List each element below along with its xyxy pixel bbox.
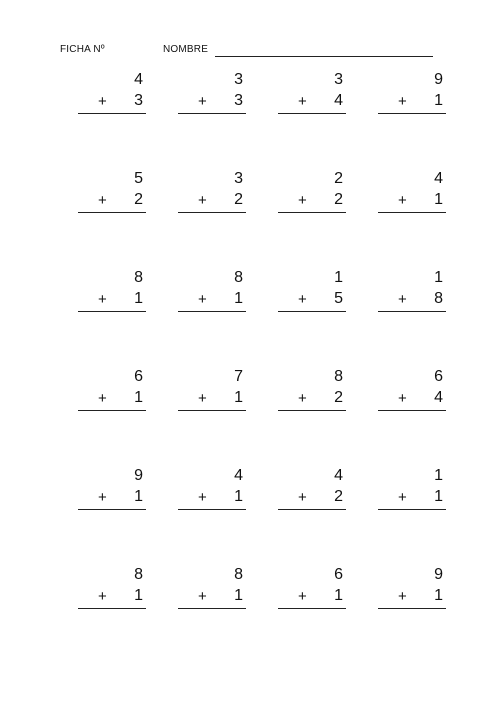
top-addend: 5 — [134, 170, 143, 187]
top-addend: 2 — [334, 170, 343, 187]
answer-line[interactable] — [378, 509, 446, 510]
answer-line[interactable] — [378, 113, 446, 114]
addition-problem — [278, 169, 346, 213]
addition-problem — [178, 70, 246, 114]
plus-sign: + — [98, 489, 107, 506]
plus-sign: + — [198, 93, 207, 110]
addition-problem — [278, 367, 346, 411]
top-addend: 7 — [234, 368, 243, 385]
bottom-addend: 1 — [434, 92, 443, 109]
plus-sign: + — [398, 291, 407, 308]
bottom-addend: 8 — [434, 290, 443, 307]
addition-problem — [178, 169, 246, 213]
addition-problem — [278, 466, 346, 510]
answer-line[interactable] — [278, 608, 346, 609]
addition-problem — [378, 466, 446, 510]
bottom-addend: 1 — [234, 290, 243, 307]
answer-line[interactable] — [178, 113, 246, 114]
bottom-addend: 1 — [434, 587, 443, 604]
plus-sign: + — [198, 291, 207, 308]
bottom-addend: 1 — [234, 488, 243, 505]
plus-sign: + — [198, 390, 207, 407]
top-addend: 9 — [434, 566, 443, 583]
top-addend: 4 — [334, 467, 343, 484]
addition-problem — [78, 466, 146, 510]
addition-problem — [78, 367, 146, 411]
addition-problem — [78, 565, 146, 609]
addition-problem — [378, 169, 446, 213]
plus-sign: + — [298, 390, 307, 407]
top-addend: 8 — [334, 368, 343, 385]
answer-line[interactable] — [178, 509, 246, 510]
top-addend: 4 — [434, 170, 443, 187]
plus-sign: + — [298, 192, 307, 209]
plus-sign: + — [98, 291, 107, 308]
plus-sign: + — [398, 93, 407, 110]
answer-line[interactable] — [378, 410, 446, 411]
answer-line[interactable] — [278, 113, 346, 114]
worksheet-header — [0, 44, 500, 62]
answer-line[interactable] — [78, 311, 146, 312]
plus-sign: + — [298, 291, 307, 308]
bottom-addend: 1 — [434, 191, 443, 208]
addition-problem — [378, 70, 446, 114]
nombre-underline — [215, 56, 433, 57]
bottom-addend: 2 — [334, 389, 343, 406]
bottom-addend: 3 — [134, 92, 143, 109]
addition-problem — [178, 565, 246, 609]
bottom-addend: 5 — [334, 290, 343, 307]
top-addend: 4 — [234, 467, 243, 484]
plus-sign: + — [198, 588, 207, 605]
addition-problem — [78, 169, 146, 213]
addition-problem — [78, 268, 146, 312]
top-addend: 3 — [334, 71, 343, 88]
addition-problem — [178, 268, 246, 312]
bottom-addend: 1 — [334, 587, 343, 604]
answer-line[interactable] — [378, 608, 446, 609]
answer-line[interactable] — [78, 509, 146, 510]
addition-problem — [278, 70, 346, 114]
addition-problem — [278, 268, 346, 312]
addition-problem — [378, 565, 446, 609]
bottom-addend: 2 — [134, 191, 143, 208]
answer-line[interactable] — [178, 212, 246, 213]
top-addend: 6 — [434, 368, 443, 385]
top-addend: 9 — [134, 467, 143, 484]
bottom-addend: 1 — [434, 488, 443, 505]
plus-sign: + — [298, 93, 307, 110]
addition-problem — [78, 70, 146, 114]
addition-problem — [178, 466, 246, 510]
answer-line[interactable] — [178, 311, 246, 312]
answer-line[interactable] — [278, 410, 346, 411]
plus-sign: + — [198, 489, 207, 506]
plus-sign: + — [298, 588, 307, 605]
nombre-label: NOMBRE — [163, 44, 209, 55]
plus-sign: + — [298, 489, 307, 506]
answer-line[interactable] — [78, 410, 146, 411]
bottom-addend: 1 — [234, 389, 243, 406]
answer-line[interactable] — [278, 311, 346, 312]
top-addend: 8 — [134, 566, 143, 583]
top-addend: 4 — [134, 71, 143, 88]
plus-sign: + — [398, 588, 407, 605]
answer-line[interactable] — [78, 113, 146, 114]
plus-sign: + — [398, 489, 407, 506]
ficha-label: FICHA Nº — [60, 44, 105, 55]
top-addend: 1 — [434, 467, 443, 484]
answer-line[interactable] — [178, 410, 246, 411]
addition-problem — [378, 268, 446, 312]
bottom-addend: 2 — [334, 488, 343, 505]
top-addend: 8 — [134, 269, 143, 286]
addition-problem — [378, 367, 446, 411]
plus-sign: + — [98, 93, 107, 110]
bottom-addend: 4 — [334, 92, 343, 109]
plus-sign: + — [198, 192, 207, 209]
top-addend: 3 — [234, 170, 243, 187]
top-addend: 8 — [234, 269, 243, 286]
bottom-addend: 1 — [134, 290, 143, 307]
addition-problem — [178, 367, 246, 411]
top-addend: 6 — [134, 368, 143, 385]
top-addend: 8 — [234, 566, 243, 583]
plus-sign: + — [98, 192, 107, 209]
answer-line[interactable] — [178, 608, 246, 609]
bottom-addend: 2 — [234, 191, 243, 208]
answer-line[interactable] — [278, 212, 346, 213]
top-addend: 1 — [434, 269, 443, 286]
bottom-addend: 2 — [334, 191, 343, 208]
bottom-addend: 1 — [234, 587, 243, 604]
bottom-addend: 4 — [434, 389, 443, 406]
answer-line[interactable] — [78, 608, 146, 609]
answer-line[interactable] — [78, 212, 146, 213]
answer-line[interactable] — [278, 509, 346, 510]
plus-sign: + — [398, 192, 407, 209]
bottom-addend: 3 — [234, 92, 243, 109]
plus-sign: + — [98, 588, 107, 605]
top-addend: 1 — [334, 269, 343, 286]
answer-line[interactable] — [378, 212, 446, 213]
top-addend: 6 — [334, 566, 343, 583]
addition-problem — [278, 565, 346, 609]
plus-sign: + — [98, 390, 107, 407]
top-addend: 3 — [234, 71, 243, 88]
bottom-addend: 1 — [134, 389, 143, 406]
bottom-addend: 1 — [134, 488, 143, 505]
answer-line[interactable] — [378, 311, 446, 312]
top-addend: 9 — [434, 71, 443, 88]
plus-sign: + — [398, 390, 407, 407]
bottom-addend: 1 — [134, 587, 143, 604]
